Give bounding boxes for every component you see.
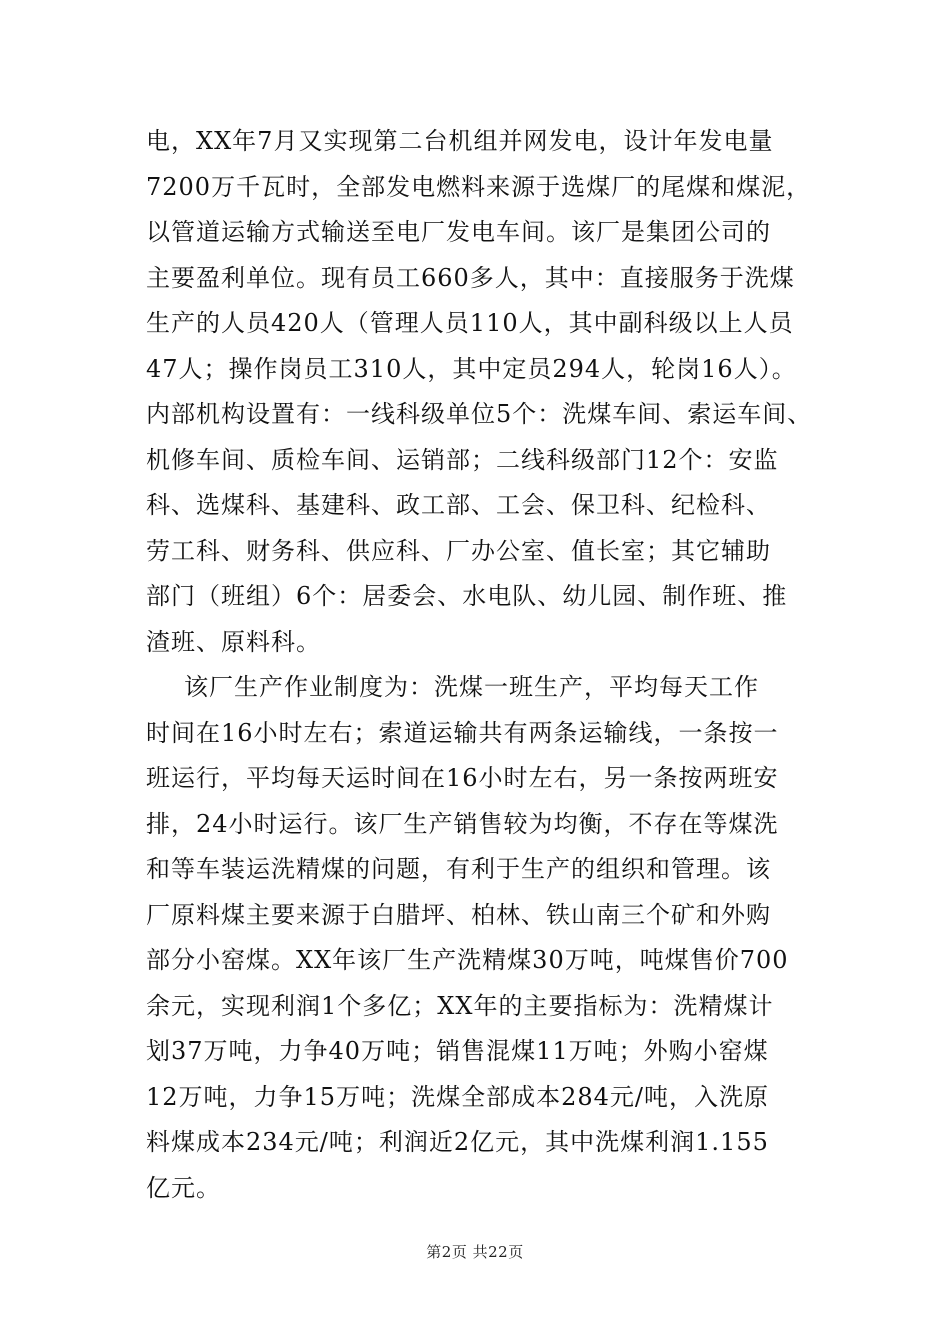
page-number-footer: 第2页 共22页 (426, 1243, 524, 1261)
text-line: 电，XX年7月又实现第二台机组并网发电，设计年发电量 (146, 127, 774, 155)
text-line: 科、选煤科、基建科、政工部、工会、保卫科、纪检科、 (146, 491, 771, 519)
text-line: 厂原料煤主要来源于白腊坪、柏林、铁山南三个矿和外购 (146, 900, 771, 929)
text-line: 该厂生产作业制度为：洗煤一班生产，平均每天工作 (184, 673, 759, 701)
text-line: 亿元。 (146, 1173, 221, 1202)
text-line: 渣班、原料科。 (146, 627, 321, 656)
text-line: 部分小窑煤。XX年该厂生产洗精煤30万吨，吨煤售价700 (146, 946, 789, 974)
text-line: 12万吨，力争15万吨；洗煤全部成本284元/吨，入洗原 (146, 1082, 769, 1111)
text-line: 47人；操作岗员工310人，其中定员294人，轮岗16人）。 (146, 354, 797, 383)
text-line: 时间在16小时左右；索道运输共有两条运输线，一条按一 (146, 718, 779, 747)
text-line: 内部机构设置有：一线科级单位5个：洗煤车间、索运车间、 (146, 400, 813, 428)
text-line: 料煤成本234元/吨；利润近2亿元，其中洗煤利润1.155 (146, 1128, 769, 1156)
document-body (146, 119, 813, 1211)
text-line: 划37万吨，力争40万吨；销售混煤11万吨；外购小窑煤 (146, 1037, 769, 1065)
text-line: 机修车间、质检车间、运销部；二线科级部门12个：安监 (146, 445, 779, 474)
paragraph-2 (146, 665, 810, 1211)
text-line: 部门（班组）6个：居委会、水电队、幼儿园、制作班、推 (146, 582, 788, 610)
text-line: 生产的人员420人（管理人员110人，其中副科级以上人员 (146, 309, 794, 337)
text-line: 7200万千瓦时，全部发电燃料来源于选煤厂的尾煤和煤泥， (146, 172, 812, 201)
text-line: 排，24小时运行。该厂生产销售较为均衡，不存在等煤洗 (146, 809, 779, 838)
text-line: 余元，实现利润1个多亿；XX年的主要指标为：洗精煤计 (146, 991, 774, 1020)
text-line: 和等车装运洗精煤的问题，有利于生产的组织和管理。该 (146, 855, 771, 883)
paragraph-1 (146, 119, 813, 665)
text-line: 劳工科、财务科、供应科、厂办公室、值长室；其它辅助 (146, 536, 771, 565)
text-line: 主要盈利单位。现有员工660多人，其中：直接服务于洗煤 (146, 263, 795, 292)
text-line: 以管道运输方式输送至电厂发电车间。该厂是集团公司的 (146, 218, 771, 246)
text-line: 班运行，平均每天运时间在16小时左右，另一条按两班安 (146, 764, 779, 792)
